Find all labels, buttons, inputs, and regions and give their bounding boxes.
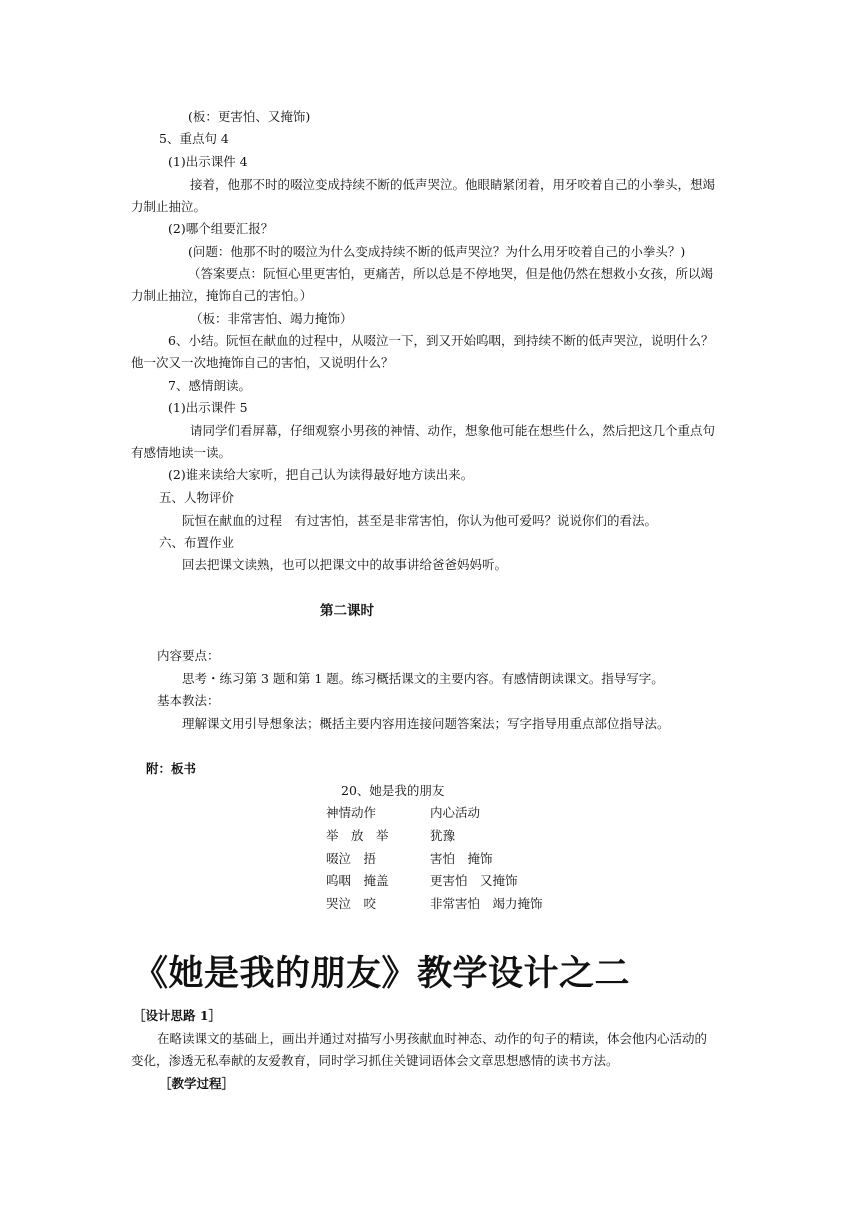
content-label: 内容要点： — [157, 648, 220, 663]
board-cell-left: 神情动作 — [326, 805, 377, 820]
board-title: 20、她是我的朋友 — [341, 783, 445, 798]
answer-line-cont: 力制止抽泣，掩饰自己的害怕。） — [131, 288, 313, 303]
board-cell-right: 更害怕 又掩饰 — [430, 873, 518, 888]
board-cell-left: 哭泣 咬 — [326, 896, 377, 911]
section-heading-homework: 六、布置作业 — [159, 535, 235, 550]
quote-line: 接着，他那不时的啜泣变成持续不断的低声哭泣。他眼睛紧闭着，用牙咬着自己的小拳头，想竭 — [190, 177, 716, 192]
design-idea-line-cont: 变化，渗透无私奉献的友爱教育，同时学习抓住关键词语体会文章思想感情的读书方法。 — [131, 1053, 619, 1068]
board-cell-left: 举 放 举 — [326, 828, 389, 843]
reading-step: (2)谁来读给大家听，把自己认为读得最好地方读出来。 — [168, 467, 474, 482]
courseware-step: (1)出示课件 4 — [168, 154, 248, 169]
reading-heading: 7、感情朗读。 — [168, 378, 251, 393]
method-label: 基本教法： — [157, 693, 220, 708]
homework-text: 回去把课文读熟，也可以把课文中的故事讲给爸爸妈妈听。 — [182, 557, 508, 572]
summary-line: 6、小结。阮恒在献血的过程中，从啜泣一下，到又开始呜咽，到持续不断的低声哭泣，说明什么？ — [168, 333, 714, 348]
board-cell-left: 啜泣 捂 — [326, 851, 377, 866]
instruction-line-cont: 有感情地读一读。 — [131, 445, 232, 460]
question-line: (问题：他那不时的啜泣为什么变成持续不断的低声哭泣？为什么用牙咬着自己的小拳头？) — [188, 244, 686, 259]
design2-title: 《她是我的朋友》教学设计之二 — [133, 953, 631, 994]
design-idea-line: 在略读课文的基础上，画出并通过对描写小男孩献血时神态、动作的句子的精读，体会他内心活动的 — [157, 1031, 708, 1046]
courseware-step: (1)出示课件 5 — [168, 400, 248, 415]
quote-line-cont: 力制止抽泣。 — [131, 199, 207, 214]
section-heading-evaluation: 五、人物评价 — [159, 490, 235, 505]
method-text: 理解课文用引导想象法；概括主要内容用连接问题答案法；写字指导用重点部位指导法。 — [182, 716, 670, 731]
report-step: (2)哪个组要汇报？ — [168, 221, 274, 236]
instruction-line: 请同学们看屏幕，仔细观察小男孩的神情、动作，想象他可能在想些什么，然后把这几个重点句 — [190, 423, 716, 438]
board-cell-right: 非常害怕 竭力掩饰 — [430, 896, 543, 911]
board-cell-right: 犹豫 — [430, 828, 456, 843]
content-text: 思考・练习第 3 题和第 1 题。练习概括课文的主要内容。有感情朗读课文。指导写字。 — [182, 671, 664, 686]
board-label: 附：板书 — [146, 761, 197, 776]
lesson2-heading: 第二课时 — [320, 603, 374, 619]
board-cell-right: 害怕 掩饰 — [430, 851, 493, 866]
key-sentence-heading: 5、重点句 4 — [159, 131, 229, 146]
board-note-line: （板：非常害怕、竭力掩饰） — [190, 311, 353, 326]
board-note-line: (板：更害怕、又掩饰) — [188, 109, 311, 124]
summary-line-cont: 他一次又一次地掩饰自己的害怕，又说明什么？ — [131, 355, 394, 370]
board-cell-right: 内心活动 — [430, 805, 481, 820]
evaluation-text: 阮恒在献血的过程 有过害怕，甚至是非常害怕，你认为他可爱吗？说说你们的看法。 — [182, 513, 658, 528]
board-cell-left: 呜咽 掩盖 — [326, 873, 389, 888]
answer-line: （答案要点：阮恒心里更害怕，更痛苦，所以总是不停地哭，但是他仍然在想救小女孩，所以竭 — [188, 266, 714, 281]
process-label: ［教学过程］ — [159, 1076, 235, 1091]
design-idea-label: ［设计思路 1］ — [133, 1008, 222, 1023]
